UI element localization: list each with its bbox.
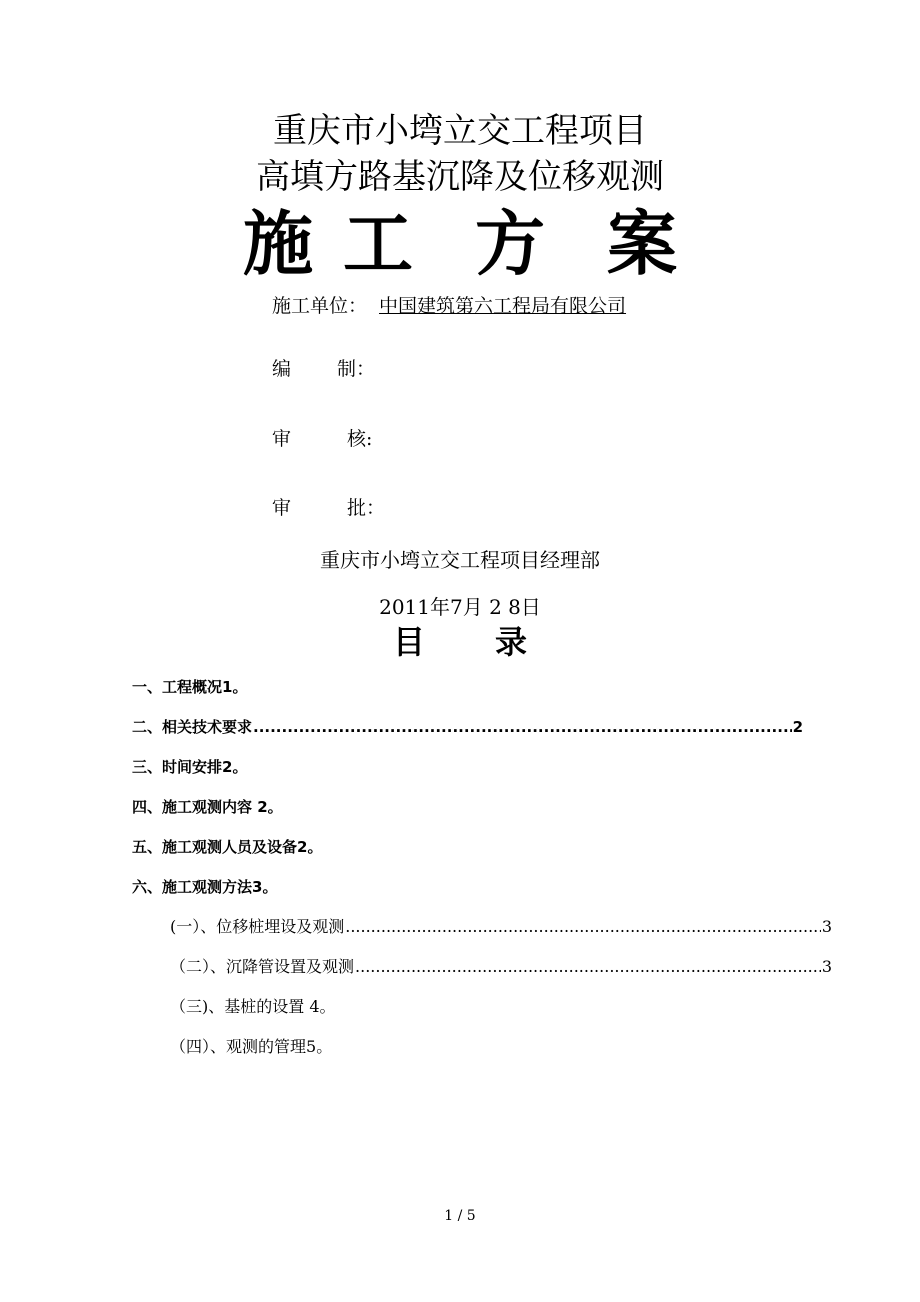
main-title-char-3: 方 xyxy=(475,203,545,285)
toc-item-page: 3 xyxy=(821,917,832,936)
document-date: 2011年7月 2 8日 xyxy=(379,595,541,619)
toc-item-page: 3 xyxy=(821,957,832,976)
toc-item[interactable] xyxy=(132,835,322,859)
toc-item-text: 六、施工观测方法3 xyxy=(132,878,263,896)
toc-item[interactable] xyxy=(132,675,247,699)
title-line-1: 重庆市小塆立交工程项目 xyxy=(273,111,647,151)
toc-item-text: （二）、沉降管设置及观测 xyxy=(170,957,355,976)
main-title-char-2: 工 xyxy=(343,203,413,285)
toc-item[interactable] xyxy=(170,1035,332,1059)
toc-item-mark: 。 xyxy=(316,1037,333,1056)
toc-item-mark: 。 xyxy=(232,678,248,696)
toc-item-text: 三、时间安排2 xyxy=(132,758,233,776)
toc-item-text: 一、工程概况1 xyxy=(132,678,233,696)
construction-unit-value: 中国建筑第六工程局有限公司 xyxy=(379,295,627,317)
toc-leader-dots xyxy=(355,955,821,979)
toc-item[interactable] xyxy=(170,995,336,1019)
toc-item[interactable] xyxy=(170,915,832,939)
page-indicator: 1 / 5 xyxy=(444,1208,476,1224)
approved-by-label-a: 审 xyxy=(272,497,292,519)
toc-item-mark: 。 xyxy=(307,838,323,856)
toc-item-page: 2 xyxy=(792,718,803,736)
compiled-by-field xyxy=(272,355,375,383)
toc-title-char-1: 目 xyxy=(392,623,425,661)
approved-by-field xyxy=(272,494,385,522)
toc-item[interactable] xyxy=(132,715,803,739)
approved-by-label-b: 批： xyxy=(347,497,386,519)
toc-item-text: （三)、基桩的设置 4 xyxy=(170,997,320,1016)
toc-item-text: 四、施工观测内容 2 xyxy=(132,798,268,816)
toc-title-char-2: 录 xyxy=(495,623,528,661)
compiled-by-label-b: 制： xyxy=(337,358,376,380)
main-title-char-1: 施 xyxy=(243,203,313,285)
toc-item[interactable] xyxy=(132,755,247,779)
toc-item-mark: 。 xyxy=(319,997,336,1016)
reviewed-by-field xyxy=(272,425,372,453)
toc-item-text: 五、施工观测人员及设备2 xyxy=(132,838,308,856)
toc-item-mark: 。 xyxy=(262,878,278,896)
toc-item[interactable] xyxy=(170,955,832,979)
toc-leader-dots xyxy=(253,715,792,739)
toc-item[interactable] xyxy=(132,795,283,819)
toc-item[interactable] xyxy=(132,875,277,899)
toc-item-mark: 。 xyxy=(267,798,283,816)
toc-item-text: 二、相关技术要求 xyxy=(132,718,253,736)
construction-unit-field xyxy=(272,292,626,320)
title-line-2: 高填方路基沉降及位移观测 xyxy=(256,157,664,197)
toc-item-text: (一）、位移桩埋设及观测 xyxy=(170,917,345,936)
toc-title xyxy=(0,622,920,662)
department-name: 重庆市小塆立交工程项目经理部 xyxy=(320,548,600,572)
toc-leader-dots xyxy=(345,915,821,939)
toc-item-text: （四）、观测的管理5 xyxy=(170,1037,317,1056)
reviewed-by-label-a: 审 xyxy=(272,428,292,450)
toc-item-mark: 。 xyxy=(232,758,248,776)
compiled-by-label-a: 编 xyxy=(272,358,292,380)
reviewed-by-label-b: 核: xyxy=(347,428,373,450)
main-title-char-4: 案 xyxy=(607,203,677,285)
construction-unit-label: 施工单位： xyxy=(272,295,368,317)
main-title xyxy=(0,204,920,284)
